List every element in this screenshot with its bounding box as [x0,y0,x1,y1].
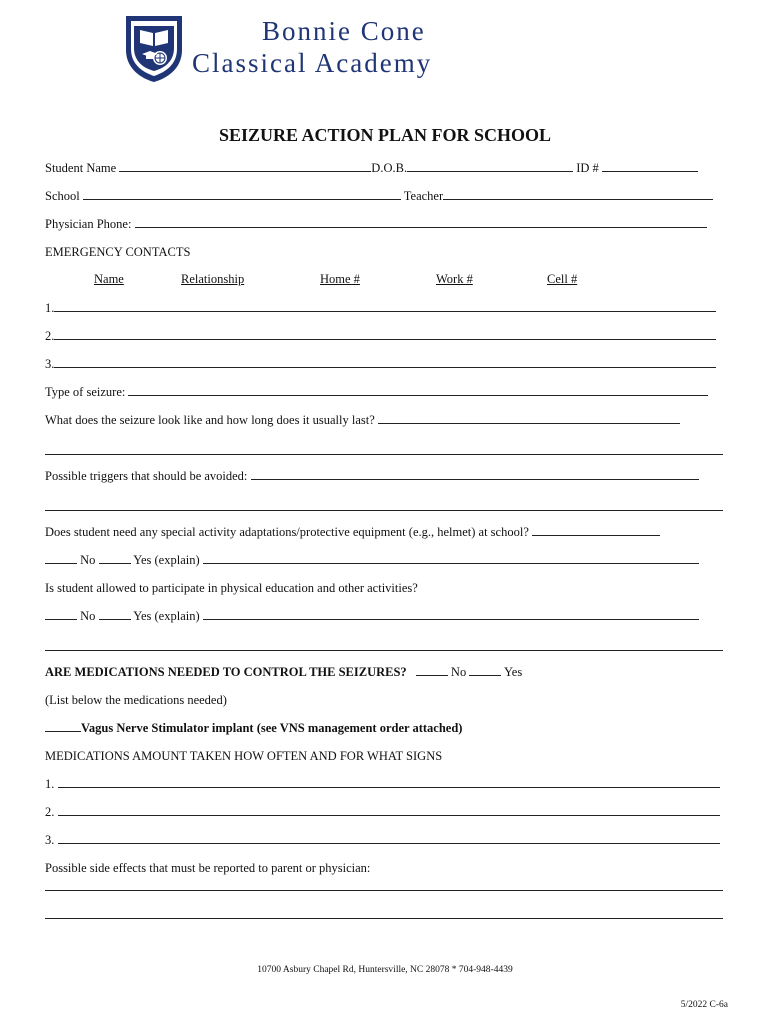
school-row [45,188,713,204]
adaptations-explain-field[interactable] [203,552,699,564]
seizure-description-field[interactable] [378,412,680,424]
side-effects-label: Possible side effects that must be reported to parent or physician: [45,861,371,875]
yes-explain-label: Yes (explain) [133,553,200,567]
medication-row [45,776,720,792]
row-number: 3. [45,833,55,847]
no-label: No [80,609,96,623]
footer-address: 10700 Asbury Chapel Rd, Huntersville, NC 28078 * 704-948-4439 [257,965,513,975]
adaptations-label: Does student need any special activity adaptations/protective equipment (e.g., helmet) at school? [45,525,529,539]
no-label: No [450,665,467,679]
seizure-description-label: What does the seizure look like and how long does it usually last? [45,413,375,427]
row-number: 3. [45,357,55,371]
row-number: 1. [45,777,55,791]
contact-row [45,300,716,316]
adaptations-yes-checkbox[interactable] [99,552,131,564]
teacher-field[interactable] [443,188,713,200]
side-effects-line-1[interactable] [45,890,723,891]
yes-explain-label: Yes (explain) [133,609,200,623]
col-work: Work # [436,272,473,286]
form-code: 5/2022 C-6a [680,1000,728,1010]
adaptations-field[interactable] [532,524,660,536]
row-number: 2. [45,329,55,343]
yes-label: Yes [504,665,523,679]
seizure-description-row [45,412,680,428]
shield-book-globe-icon [122,12,186,84]
meds-needed-row [45,664,522,680]
id-label: ID # [576,161,599,175]
row-number: 2. [45,805,55,819]
pe-yes-checkbox[interactable] [99,608,131,620]
school-label: School [45,189,80,203]
school-logo [122,12,186,84]
vns-label: Vagus Nerve Stimulator implant (see VNS management order attached) [81,721,463,735]
school-name-line1: Bonnie Cone [262,16,426,46]
no-label: No [80,553,96,567]
pe-explain-line-2[interactable] [45,650,723,651]
adaptations-choice-row [45,552,699,568]
contact-row [45,328,716,344]
seizure-type-row [45,384,708,400]
student-name-field[interactable] [119,160,371,172]
emergency-contacts-heading: EMERGENCY CONTACTS [45,245,191,259]
medication-1-field[interactable] [58,776,720,788]
col-home: Home # [320,272,360,286]
triggers-field[interactable] [251,468,699,480]
medication-row [45,804,720,820]
adaptations-row [45,524,660,540]
school-name-line2: Classical Academy [192,48,433,78]
adaptations-no-checkbox[interactable] [45,552,77,564]
dob-field[interactable] [407,160,573,172]
col-name: Name [94,272,124,286]
physician-phone-label: Physician Phone: [45,217,132,231]
seizure-description-line-2[interactable] [45,454,723,455]
contact-2-field[interactable] [54,328,716,340]
list-below-note: (List below the medications needed) [45,693,227,707]
student-info-row [45,160,698,176]
medications-header: MEDICATIONS AMOUNT TAKEN HOW OFTEN AND FOR WHAT SIGNS [45,749,443,763]
physician-phone-field[interactable] [135,216,707,228]
pe-question: Is student allowed to participate in physical education and other activities? [45,581,418,595]
vns-row [45,720,462,736]
col-cell: Cell # [547,272,578,286]
meds-no-checkbox[interactable] [416,664,448,676]
medication-3-field[interactable] [58,832,720,844]
seizure-type-label: Type of seizure: [45,385,126,399]
triggers-label: Possible triggers that should be avoided: [45,469,248,483]
contact-3-field[interactable] [54,356,716,368]
medication-2-field[interactable] [58,804,720,816]
vns-checkbox[interactable] [45,720,81,732]
id-field[interactable] [602,160,698,172]
triggers-line-2[interactable] [45,510,723,511]
meds-needed-label: ARE MEDICATIONS NEEDED TO CONTROL THE SEIZURES? [45,665,407,679]
row-number: 1. [45,301,55,315]
pe-choice-row [45,608,699,624]
contact-row [45,356,716,372]
side-effects-line-2[interactable] [45,918,723,919]
seizure-type-field[interactable] [128,384,708,396]
teacher-label: Teacher [403,189,444,203]
physician-row [45,216,707,232]
medication-row [45,832,720,848]
contact-1-field[interactable] [54,300,716,312]
school-field[interactable] [83,188,401,200]
pe-no-checkbox[interactable] [45,608,77,620]
page-title: SEIZURE ACTION PLAN FOR SCHOOL [218,125,552,145]
dob-label: D.O.B. [371,161,408,175]
pe-explain-field[interactable] [203,608,699,620]
student-name-label: Student Name [45,161,117,175]
col-relationship: Relationship [181,272,245,286]
triggers-row [45,468,699,484]
meds-yes-checkbox[interactable] [469,664,501,676]
